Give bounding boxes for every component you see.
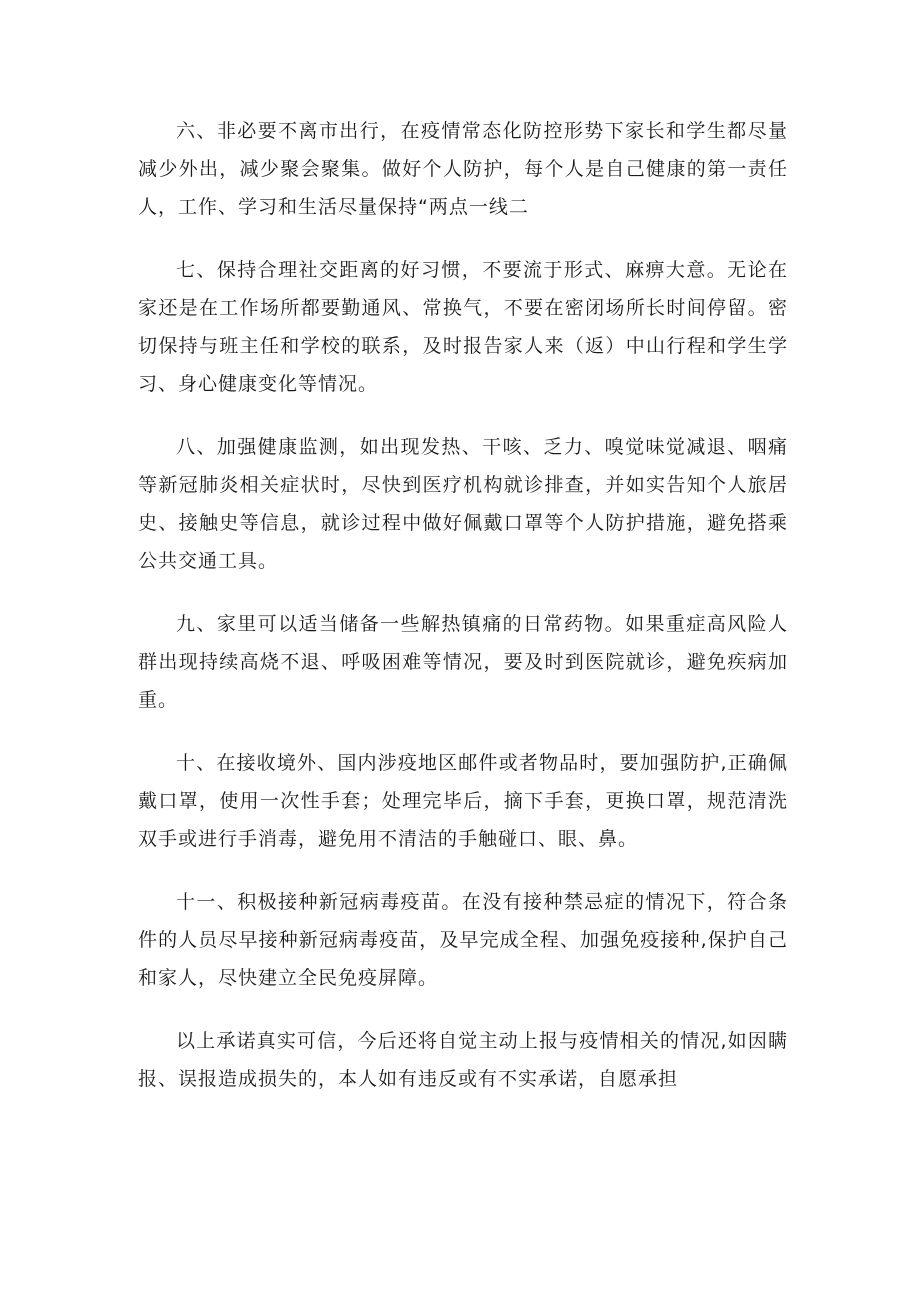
document-body [138,112,788,1123]
paragraph-item-11: 十一、积极接种新冠病毒疫苗。在没有接种禁忌症的情况下，符合条件的人员尽早接种新冠病毒疫苗，及早完成全程、加强免疫接种,保护自己和家人，尽快建立全民免疫屏障。 [138,891,788,989]
paragraph-item-9: 九、家里可以适当储备一些解热镇痛的日常药物。如果重症高风险人群出现持续高烧不退、呼吸困难等情况，要及时到医院就诊，避免疾病加重。 [138,613,788,711]
paragraph-item-6: 六、非必要不离市出行，在疫情常态化防控形势下家长和学生都尽量减少外出，减少聚会聚集。做好个人防护，每个人是自己健康的第一责任人，工作、学习和生活尽量保持“两点一线二 [138,120,788,218]
paragraph-item-7: 七、保持合理社交距离的好习惯，不要流于形式、麻痹大意。无论在家还是在工作场所都要勤通风、常换气，不要在密闭场所长时间停留。密切保持与班主任和学校的联系，及时报告家人来（返）中山行程和学生学习、身心健康变化等情况。 [138,259,788,395]
paragraph-item-10: 十、在接收境外、国内涉疫地区邮件或者物品时，要加强防护,正确佩戴口罩，使用一次性手套；处理完毕后，摘下手套，更换口罩，规范清洗双手或进行手消毒，避免用不清洁的手触碰口、眼、鼻。 [138,752,788,850]
paragraph-item-8: 八、加强健康监测，如出现发热、干咳、乏力、嗅觉味觉减退、咽痛等新冠肺炎相关症状时，尽快到医疗机构就诊排查，并如实告知个人旅居史、接触史等信息，就诊过程中做好佩戴口罩等个人防护措施，避免搭乘公共交通工具。 [138,436,788,572]
paragraph-pledge: 以上承诺真实可信，今后还将自觉主动上报与疫情相关的情况,如因瞒报、误报造成损失的，本人如有违反或有不实承诺，自愿承担 [138,1030,788,1090]
